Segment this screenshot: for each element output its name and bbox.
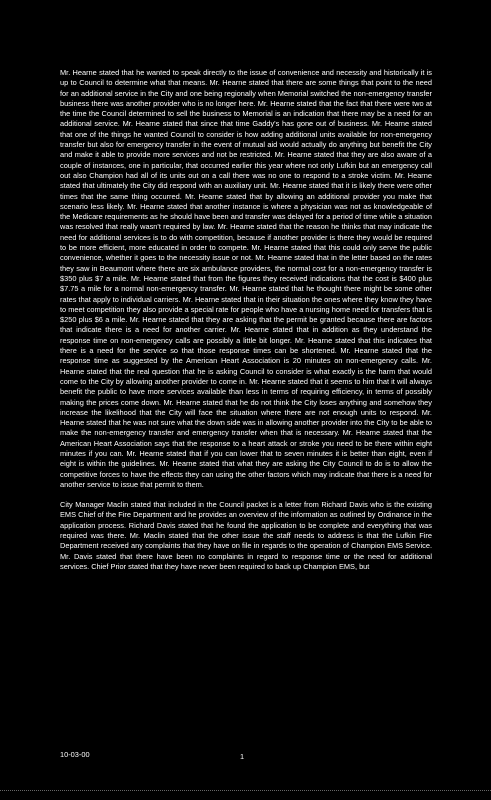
- paragraph-hearne-testimony: Mr. Hearne stated that he wanted to speak directly to the issue of convenience and necessity and historically it is up to Council to determine what that means. Mr. Hearne stated that there are some things that point to the need for an additional service in the City and one being regionally when Memorial switched the non-emergency transfer business there was another provider who is no longer here. Mr. Hearne stated that the fact that there were two at the time the Council determined to sell the business to Memorial is an indication that there may be a need for an additional service. Mr. Hearne stated that since that time Gaddy's has gone out of business. Mr. Hearne stated that one of the things he wanted Council to consider is how adding additional units available for non-emergency transfer but also for emergency transfer in the event of mutual aid would actually do anything but benefit the City and make it able to provide more services and not be restricted. Mr. Hearne stated that they are also aware of a couple of instances, one in particular, that occurred earlier this year where not only Lufkin but an emergency call out also Champion had all of its units out on a call there was no one to respond to a stroke victim. Mr. Hearne stated that ultimately the City did respond with an auxiliary unit. Mr. Hearne stated that it is likely there were other times that the same thing occurred. Mr. Hearne stated that by allowing an additional provider you make that scenario less likely. Mr. Hearne stated that another instance is where a physician was not as knowledgeable of the Medicare requirements as he should have been and transfer was delayed for a period of time while a situation was resolved that really wasn't required by law. Mr. Hearne stated that the reason he thinks that may indicate the need for additional services is to do with competition, because if another provider is there they would be required to be more efficient, more educated in order to compete. Mr. Hearne stated that this could only serve the public convenience, whether it goes to the necessity issue or not. Mr. Hearne stated that in the letter based on the rates they saw in Beaumont where there are six ambulance providers, the normal cost for a non-emergency transfer is $350 plus $7 a mile. Mr. Hearne stated that from the figures they received indications that the cost is $400 plus $7.75 a mile for a normal non-emergency transfer. Mr. Hearne stated that he thought there might be some other rates that apply to individual carriers. Mr. Hearne stated that in their situation the ones where they know they have to meet competition they also provide a special rate for people who have a nursing home need for transfers that is $250 plus $6 a mile. Mr. Hearne stated that they are asking that the permit be granted because there are factors that indicate there is a need for another carrier. Mr. Hearne stated that in addition as they understand the response time on non-emergency calls are possibly a little bit longer. Mr. Hearne stated that this indicates that there is a need for the service so that those response times can be shortened. Mr. Hearne stated that the response time as suggested by the American Heart Association is 20 minutes on non-emergency calls. Mr. Hearne stated that the real question that he is asking Council to consider is what exactly is the harm that would come to the City by allowing another provider to come in. Mr. Hearne stated that it seems to him that it will always benefit the public to have more services available than less in terms of requiring efficiency, in terms of possibly making the prices come down. Mr. Hearne stated that he do not think the City loses anything and somehow they increase the likelihood that the City will face the situation where there are not enough units to respond. Mr. Hearne stated that he was not sure what the down side was in allowing another provider into the City to be able to make the non-emergency transfer and emergency transfer when that is necessary. Mr. Hearne stated that the American Heart Association says that the response to a heart attack or stroke you need to be there within eight minutes if you can. Mr. Hearne stated that if you can lower that to seven minutes it is better than eight, even if eight is within the guidelines. Mr. Hearne stated that what they are asking the City Council to do is to allow the competitive forces to have the effects they can using the other factors which may indicate that there is a need for another service to issue that permit to them.: [60, 68, 432, 489]
- page-bottom-rule: [0, 790, 491, 792]
- paragraph-city-manager: City Manager Maclin stated that included in the Council packet is a letter from Richard Davis who is the existing EMS Chief of the Fire Department and he provides an overview of the information as outlined by Ordinance in the application process. Richard Davis stated that he found the application to be complete and everything that was required was there. Mr. Maclin stated that the other issue the staff needs to address is that the Lufkin Fire Department received any complaints that they have on file in regards to the operation of Champion EMS Service. Mr. Davis stated that there have been no complaints in regard to response time or the need for additional services. Chief Prior stated that they have never been required to back up Champion EMS, but: [60, 500, 432, 571]
- footer-date: 10-03-00: [60, 750, 90, 759]
- page-number: 1: [240, 752, 245, 761]
- document-body: [60, 68, 432, 582]
